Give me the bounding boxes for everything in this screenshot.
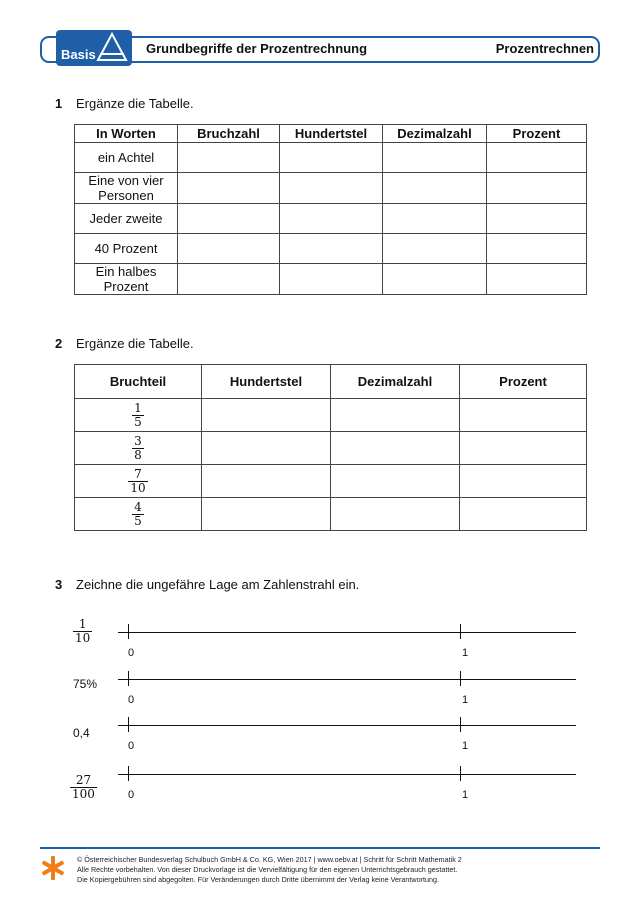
answer-cell[interactable] [383, 264, 487, 295]
numerator: 1 [134, 400, 142, 415]
numerator: 7 [134, 466, 142, 481]
answer-cell[interactable] [280, 264, 383, 295]
answer-cell[interactable] [383, 204, 487, 234]
fraction [132, 435, 144, 462]
answer-cell[interactable] [383, 173, 487, 204]
tick-label: 1 [462, 694, 469, 706]
task2-instruction: Ergänze die Tabelle. [76, 336, 194, 351]
tick-one [460, 717, 461, 732]
number-line-label [70, 774, 97, 803]
fraction [128, 468, 147, 495]
denominator: 5 [134, 513, 142, 528]
table-row [75, 143, 587, 173]
task2-number: 2 [55, 336, 63, 351]
tick-label: 1 [462, 740, 469, 752]
answer-cell[interactable] [280, 143, 383, 173]
numerator: 4 [134, 499, 142, 514]
tick-one [460, 624, 461, 639]
column-header: Bruchteil [75, 365, 202, 399]
answer-cell[interactable] [460, 465, 587, 498]
task3-instruction: Zeichne die ungefähre Lage am Zahlenstrahl ein. [76, 577, 360, 592]
task1-number: 1 [55, 96, 63, 111]
number-line-label: 75% [73, 677, 98, 691]
number-line-label: 0,4 [73, 726, 90, 740]
tick-zero [128, 624, 129, 639]
answer-cell[interactable] [202, 399, 331, 432]
number-line[interactable] [118, 725, 576, 726]
header-topic: Prozentrechnen [495, 41, 594, 56]
tick-label: 1 [462, 647, 469, 659]
answer-cell[interactable] [383, 234, 487, 264]
denominator: 10 [130, 480, 146, 495]
number-line[interactable] [118, 679, 576, 680]
fraction [73, 618, 92, 645]
table-header-row [75, 365, 587, 399]
task1-table [74, 124, 587, 295]
fraction-cell [75, 432, 202, 465]
publisher-logo-icon [40, 855, 66, 881]
tick-zero [128, 717, 129, 732]
copyright-text [77, 855, 537, 885]
answer-cell[interactable] [487, 264, 587, 295]
table-row [75, 264, 587, 295]
number-line[interactable] [118, 632, 576, 633]
tick-zero [128, 766, 129, 781]
answer-cell[interactable] [487, 143, 587, 173]
table-row [75, 204, 587, 234]
footer-line: © Österreichischer Bundesverlag Schulbuch GmbH & Co. KG, Wien 2017 | www.oebv.at | Schritt für Schritt Mathematik 2 [77, 855, 462, 864]
answer-cell[interactable] [487, 173, 587, 204]
fraction-cell [75, 465, 202, 498]
row-label: Jeder zweite [75, 204, 178, 234]
badge-label: Basis [61, 47, 96, 62]
footer-line: Alle Rechte vorbehalten. Von dieser Druckvorlage ist die Vervielfältigung für den eigenen Unterrichtsgebrauch gestattet. [77, 865, 458, 874]
denominator: 100 [72, 787, 95, 801]
column-header: Dezimalzahl [383, 125, 487, 143]
table-row [75, 234, 587, 264]
row-label: Ein halbes Prozent [75, 264, 178, 295]
table-row [75, 173, 587, 204]
numerator: 27 [75, 773, 92, 787]
tick-zero [128, 671, 129, 686]
answer-cell[interactable] [178, 204, 280, 234]
column-header: Prozent [487, 125, 587, 143]
number-line[interactable] [118, 774, 576, 775]
tick-one [460, 671, 461, 686]
numerator: 3 [134, 433, 142, 448]
footer-rule [40, 847, 600, 849]
fraction [70, 774, 97, 801]
answer-cell[interactable] [331, 399, 460, 432]
answer-cell[interactable] [487, 234, 587, 264]
answer-cell[interactable] [487, 204, 587, 234]
answer-cell[interactable] [280, 204, 383, 234]
number-line-label [73, 618, 92, 647]
task3-number: 3 [55, 577, 63, 592]
fraction-cell [75, 498, 202, 531]
answer-cell[interactable] [460, 498, 587, 531]
tick-label: 1 [462, 789, 469, 801]
table-row [75, 399, 587, 432]
tick-label: 0 [128, 740, 135, 752]
denominator: 8 [134, 447, 142, 462]
answer-cell[interactable] [178, 264, 280, 295]
table-row [75, 498, 587, 531]
answer-cell[interactable] [331, 432, 460, 465]
denominator: 5 [134, 414, 142, 429]
answer-cell[interactable] [178, 234, 280, 264]
task1-instruction: Ergänze die Tabelle. [76, 96, 194, 111]
answer-cell[interactable] [383, 143, 487, 173]
tick-label: 0 [128, 694, 135, 706]
column-header: Prozent [460, 365, 587, 399]
header-title: Grundbegriffe der Prozentrechnung [146, 41, 368, 56]
footer-line: Die Kopiergebühren sind abgegolten. Für Veränderungen durch Dritte übernimmt der Verlag keine Verantwortung. [77, 875, 439, 884]
row-label: 40 Prozent [75, 234, 178, 264]
tick-label: 0 [128, 647, 135, 659]
fraction [132, 501, 144, 528]
table-header-row [75, 125, 587, 143]
task2-table [74, 364, 587, 531]
row-label: ein Achtel [75, 143, 178, 173]
fraction-cell [75, 399, 202, 432]
column-header: Dezimalzahl [331, 365, 460, 399]
table-row [75, 432, 587, 465]
row-label: Eine von vier Personen [75, 173, 178, 204]
answer-cell[interactable] [178, 173, 280, 204]
table-row [75, 465, 587, 498]
column-header: Hundertstel [202, 365, 331, 399]
answer-cell[interactable] [280, 173, 383, 204]
answer-cell[interactable] [178, 143, 280, 173]
answer-cell[interactable] [460, 432, 587, 465]
tick-one [460, 766, 461, 781]
answer-cell[interactable] [331, 465, 460, 498]
tick-label: 0 [128, 789, 135, 801]
answer-cell[interactable] [280, 234, 383, 264]
denominator: 10 [75, 631, 91, 645]
numerator: 1 [78, 617, 87, 631]
fraction [132, 402, 144, 429]
answer-cell[interactable] [460, 399, 587, 432]
answer-cell[interactable] [202, 465, 331, 498]
column-header: In Worten [75, 125, 178, 143]
answer-cell[interactable] [202, 498, 331, 531]
answer-cell[interactable] [202, 432, 331, 465]
column-header: Hundertstel [280, 125, 383, 143]
answer-cell[interactable] [331, 498, 460, 531]
column-header: Bruchzahl [178, 125, 280, 143]
